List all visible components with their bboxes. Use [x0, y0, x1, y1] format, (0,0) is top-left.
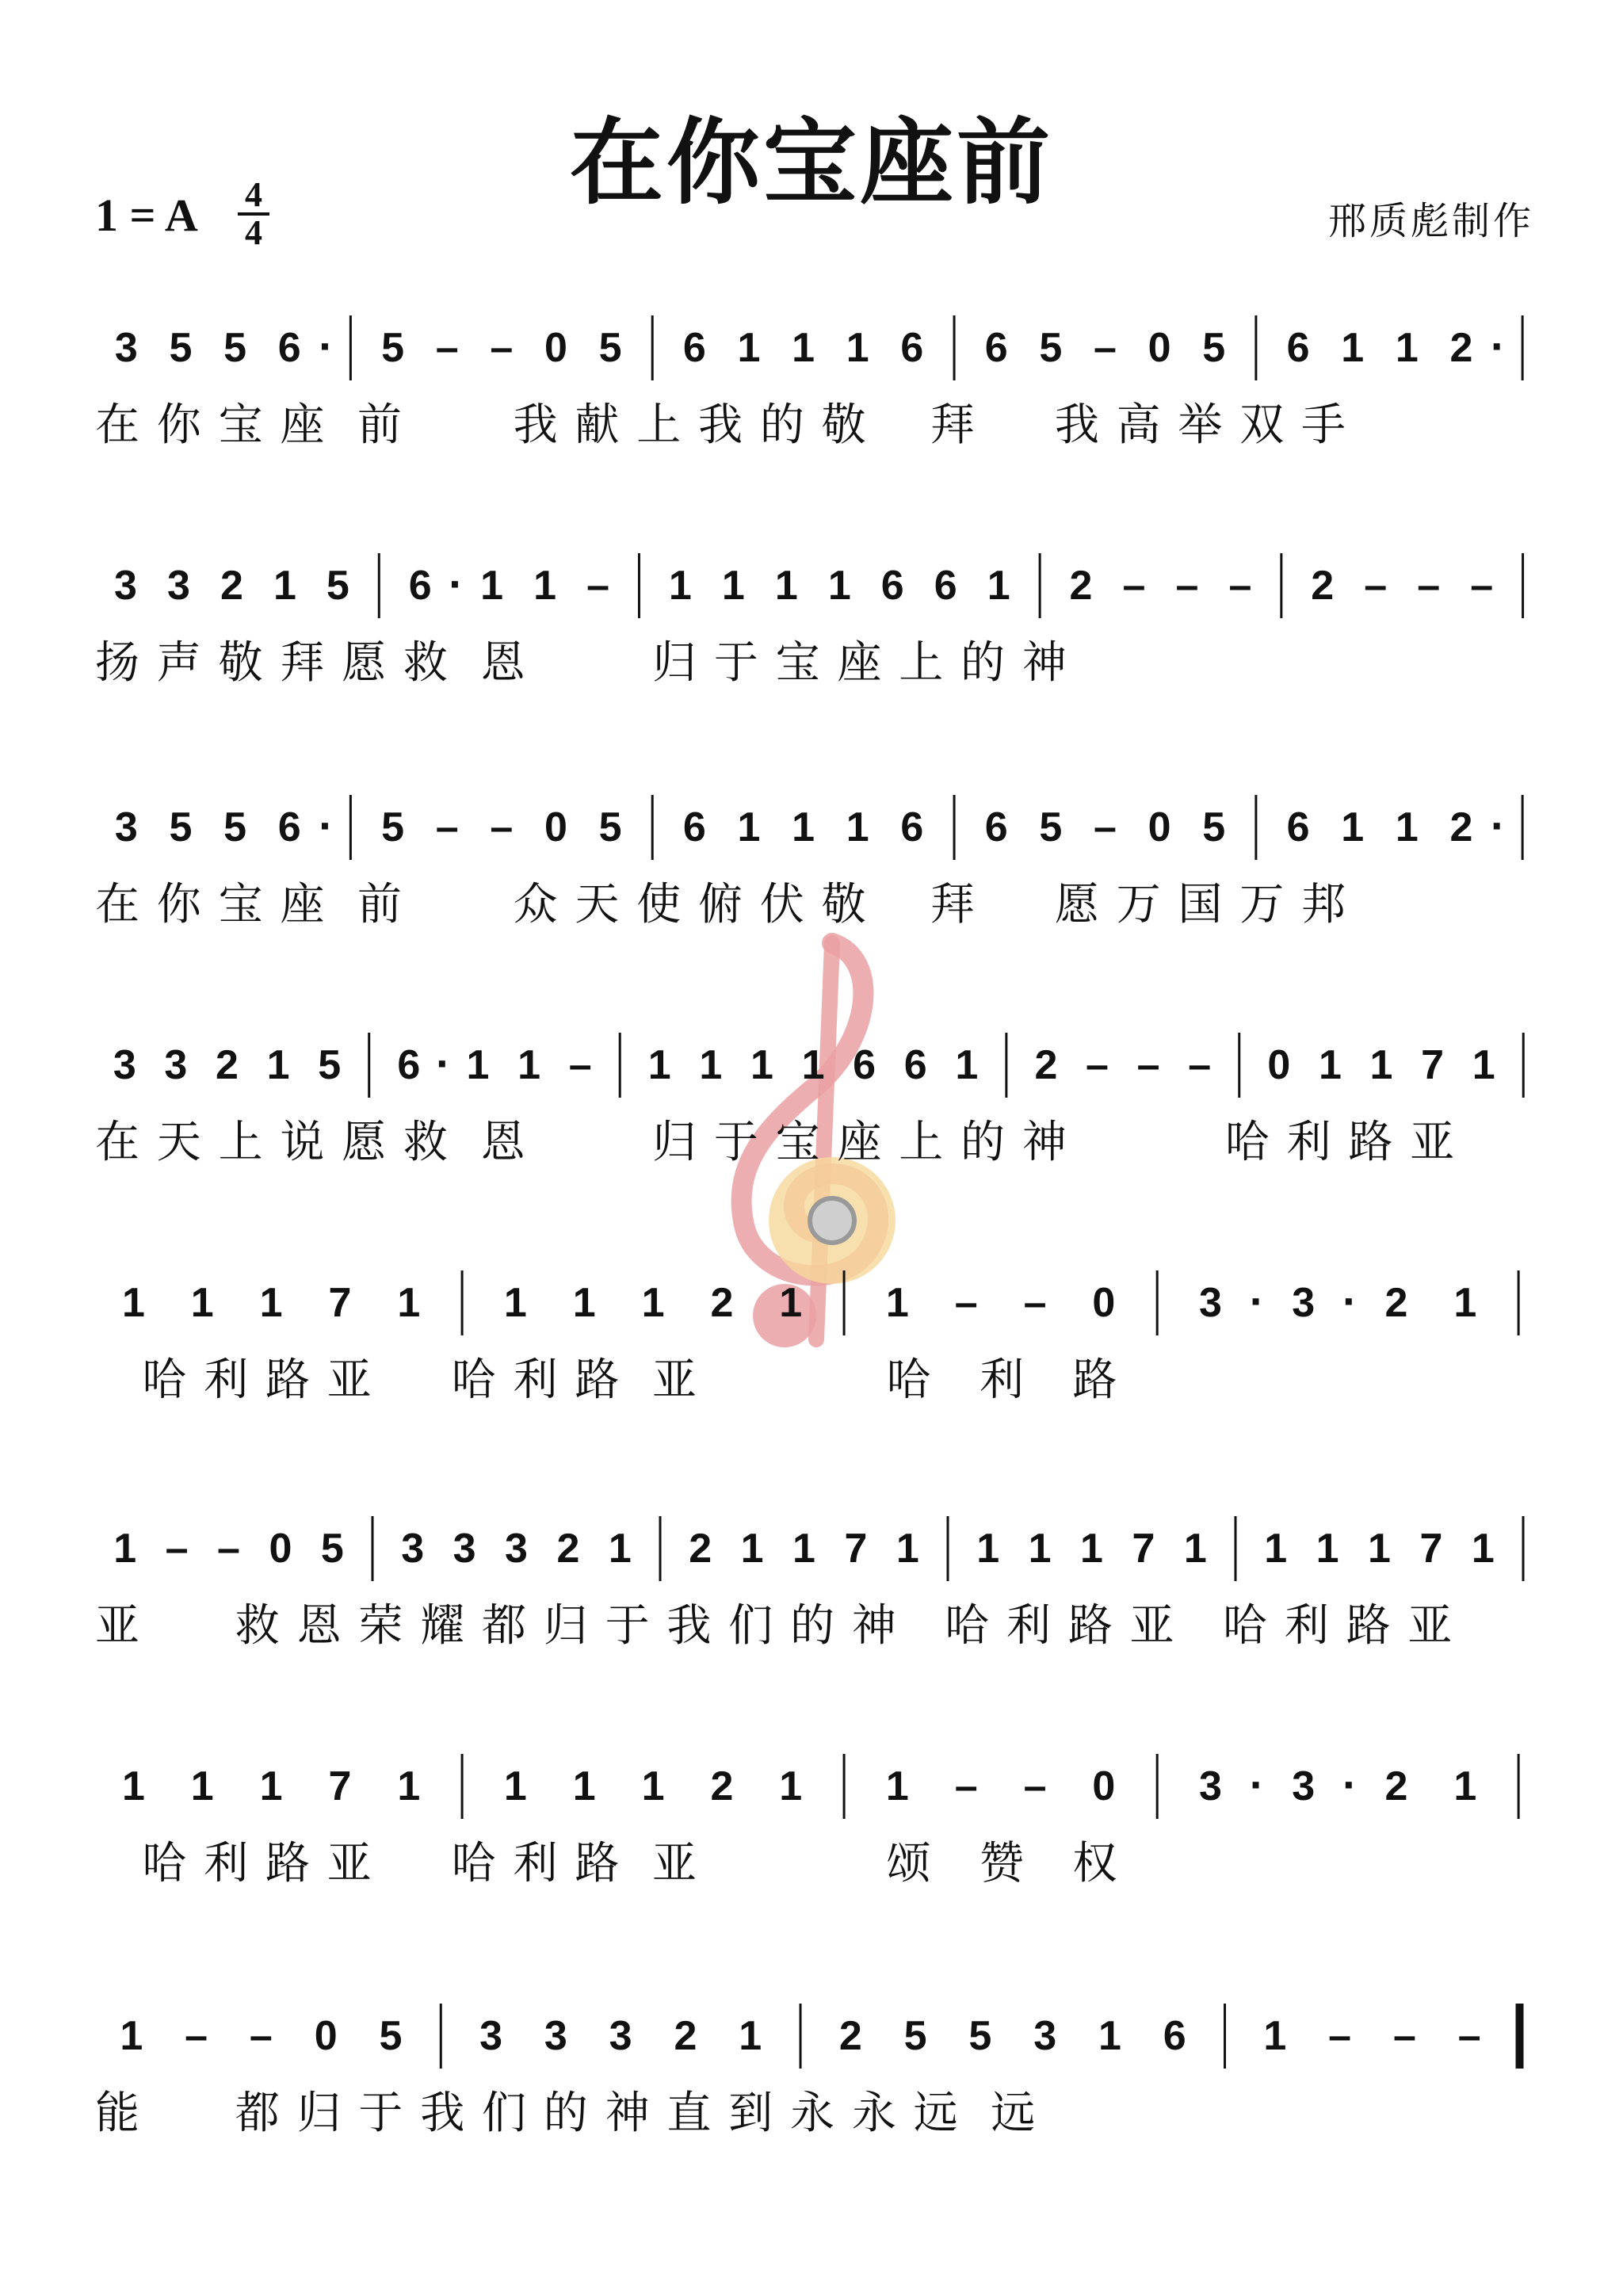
- notation-line: [0, 1989, 1623, 2076]
- note-digit: 6: [1286, 325, 1310, 371]
- note-digit: 6: [1286, 804, 1310, 850]
- note-digit: 5: [381, 804, 405, 850]
- note-digit: 2: [1311, 563, 1335, 609]
- note-digit: 1: [699, 1042, 723, 1088]
- note-digit: 1: [480, 563, 504, 609]
- note-digit: 1: [517, 1042, 541, 1088]
- note-digit: 1: [750, 1042, 773, 1088]
- line-svg: [0, 1989, 1623, 2076]
- note-digit: 7: [1419, 1526, 1443, 1572]
- note-digit: 2: [1384, 1280, 1408, 1326]
- note-digit: 1: [1395, 804, 1419, 850]
- note-digit: 1: [1316, 1526, 1339, 1572]
- note-digit: 1: [1472, 1042, 1495, 1088]
- dot-mark: ·: [319, 321, 334, 371]
- note-digit: 1: [572, 1280, 596, 1326]
- notation-line: [0, 1256, 1623, 1343]
- note-digit: 2: [689, 1526, 712, 1572]
- line-svg: [0, 1018, 1623, 1106]
- note-digit: 1: [259, 1280, 283, 1326]
- note-digit: 1: [533, 563, 557, 609]
- line-svg: [0, 301, 1623, 388]
- line-svg: [0, 539, 1623, 626]
- notation-line: [0, 781, 1623, 868]
- note-digit: 6: [397, 1042, 421, 1088]
- note-digit: 1: [737, 804, 761, 850]
- note-digit: 1: [1368, 1526, 1391, 1572]
- note-digit: 1: [846, 804, 869, 850]
- note-digit: 2: [556, 1526, 580, 1572]
- note-digit: 5: [598, 325, 622, 371]
- dash-mark: –: [1417, 563, 1441, 609]
- note-digit: 1: [976, 1526, 1000, 1572]
- note-digit: 1: [955, 1042, 979, 1088]
- line-svg: [0, 1256, 1623, 1343]
- note-digit: 3: [114, 325, 138, 371]
- dash-mark: –: [165, 1526, 189, 1572]
- note-digit: 0: [1267, 1042, 1291, 1088]
- note-digit: 5: [223, 804, 247, 850]
- note-digit: 6: [682, 325, 706, 371]
- note-digit: 3: [505, 1526, 528, 1572]
- dot-mark: ·: [436, 1038, 451, 1088]
- note-digit: 1: [896, 1526, 919, 1572]
- note-digit: 6: [277, 804, 301, 850]
- note-digit: 1: [1263, 2013, 1287, 2059]
- note-digit: 1: [608, 1526, 632, 1572]
- note-digit: 6: [934, 563, 957, 609]
- note-digit: 5: [381, 325, 405, 371]
- note-digit: 5: [968, 2013, 992, 2059]
- note-digit: 2: [710, 1280, 734, 1326]
- note-digit: 6: [1163, 2013, 1186, 2059]
- dash-mark: –: [1175, 563, 1199, 609]
- time-signature-bottom: 4: [245, 213, 262, 252]
- note-digit: 7: [1132, 1526, 1155, 1572]
- note-digit: 1: [1318, 1042, 1342, 1088]
- note-digit: 3: [1199, 1763, 1222, 1809]
- notation-line: [0, 1502, 1623, 1589]
- note-digit: 1: [801, 1042, 825, 1088]
- dash-mark: –: [1392, 2013, 1416, 2059]
- note-digit: 3: [401, 1526, 425, 1572]
- note-digit: 1: [273, 563, 296, 609]
- line-svg: [0, 781, 1623, 868]
- note-digit: 5: [169, 804, 193, 850]
- note-digit: 2: [710, 1763, 734, 1809]
- dot-mark: ·: [449, 559, 464, 609]
- note-digit: 6: [900, 325, 924, 371]
- note-digit: 1: [740, 1526, 764, 1572]
- note-digit: 2: [838, 2013, 862, 2059]
- note-digit: 1: [466, 1042, 490, 1088]
- note-digit: 7: [1421, 1042, 1445, 1088]
- note-digit: 1: [190, 1763, 214, 1809]
- note-digit: 3: [114, 563, 137, 609]
- note-digit: 5: [379, 2013, 403, 2059]
- note-digit: 2: [216, 1042, 239, 1088]
- dash-mark: –: [1122, 563, 1146, 609]
- note-digit: 0: [544, 804, 567, 850]
- dash-mark: –: [249, 2013, 273, 2059]
- note-digit: 3: [453, 1526, 476, 1572]
- note-digit: 1: [1453, 1763, 1477, 1809]
- note-digit: 1: [885, 1280, 909, 1326]
- note-digit: 3: [609, 2013, 632, 2059]
- note-digit: 0: [269, 1526, 292, 1572]
- dash-mark: –: [435, 804, 459, 850]
- note-digit: 5: [1039, 804, 1063, 850]
- note-digit: 5: [318, 1042, 342, 1088]
- note-digit: 1: [774, 563, 798, 609]
- note-digit: 5: [1202, 325, 1226, 371]
- note-digit: 2: [220, 563, 243, 609]
- arranger-credit: 邢质彪制作: [1327, 199, 1534, 243]
- dash-mark: –: [954, 1280, 978, 1326]
- note-digit: 5: [903, 2013, 927, 2059]
- time-signature-top: 4: [245, 175, 262, 214]
- note-digit: 7: [328, 1280, 352, 1326]
- note-digit: 7: [844, 1526, 868, 1572]
- dash-mark: –: [1094, 804, 1117, 850]
- line-svg: [0, 1740, 1623, 1827]
- note-digit: 1: [1341, 804, 1365, 850]
- dash-mark: –: [1228, 563, 1252, 609]
- note-digit: 3: [1292, 1763, 1316, 1809]
- notation-line: [0, 1740, 1623, 1827]
- note-digit: 3: [544, 2013, 567, 2059]
- note-digit: 1: [641, 1280, 665, 1326]
- note-digit: 5: [598, 804, 622, 850]
- note-digit: 3: [113, 1042, 136, 1088]
- note-digit: 6: [880, 563, 904, 609]
- note-digit: 3: [1199, 1280, 1222, 1326]
- note-digit: 1: [827, 563, 851, 609]
- note-digit: 1: [1341, 325, 1365, 371]
- dot-mark: ·: [1249, 1276, 1265, 1326]
- note-digit: 1: [397, 1763, 421, 1809]
- note-digit: 1: [737, 325, 761, 371]
- note-digit: 1: [792, 1526, 815, 1572]
- dot-mark: ·: [1342, 1759, 1358, 1809]
- note-digit: 6: [984, 804, 1008, 850]
- note-digit: 3: [164, 1042, 188, 1088]
- dot-mark: ·: [1490, 800, 1506, 850]
- notation-line: [0, 539, 1623, 626]
- note-digit: 6: [903, 1042, 927, 1088]
- lyrics-line: 哈 利 路 亚 哈 利 路 亚 哈 利 路: [95, 1354, 1119, 1406]
- lyrics-line: 在 你 宝 座 前 众 天 使 俯 伏 敬 拜 愿 万 国 万 邦: [95, 879, 1348, 930]
- note-digit: 5: [1039, 325, 1063, 371]
- note-digit: 7: [328, 1763, 352, 1809]
- note-digit: 1: [1080, 1526, 1103, 1572]
- note-digit: 6: [408, 563, 432, 609]
- dash-mark: –: [1188, 1042, 1212, 1088]
- dash-mark: –: [1094, 325, 1117, 371]
- dash-mark: –: [1023, 1280, 1047, 1326]
- note-digit: 1: [1369, 1042, 1393, 1088]
- note-digit: 3: [114, 804, 138, 850]
- dash-mark: –: [1457, 2013, 1481, 2059]
- dash-mark: –: [1136, 1042, 1160, 1088]
- note-digit: 6: [853, 1042, 876, 1088]
- note-digit: 0: [1092, 1763, 1116, 1809]
- note-digit: 1: [1264, 1526, 1288, 1572]
- note-digit: 1: [1183, 1526, 1207, 1572]
- lyrics-line: 在 你 宝 座 前 我 献 上 我 的 敬 拜 我 高 举 双 手: [95, 399, 1348, 451]
- note-digit: 1: [721, 563, 745, 609]
- dash-mark: –: [490, 325, 514, 371]
- note-digit: 1: [1028, 1526, 1052, 1572]
- dash-mark: –: [954, 1763, 978, 1809]
- note-digit: 1: [121, 1280, 145, 1326]
- note-digit: 0: [544, 325, 567, 371]
- note-digit: 1: [503, 1280, 527, 1326]
- lyrics-line: 扬 声 敬 拜 愿 救 恩 归 于 宝 座 上 的 神: [95, 637, 1068, 689]
- note-digit: 3: [167, 563, 190, 609]
- note-digit: 1: [259, 1763, 283, 1809]
- note-digit: 5: [326, 563, 349, 609]
- key-signature: 1 = A: [95, 189, 198, 241]
- note-digit: 1: [121, 1763, 145, 1809]
- note-digit: 3: [1292, 1280, 1316, 1326]
- note-digit: 0: [1092, 1280, 1116, 1326]
- dash-mark: –: [1470, 563, 1494, 609]
- note-digit: 0: [1148, 804, 1171, 850]
- line-svg: [0, 1502, 1623, 1589]
- note-digit: 1: [503, 1763, 527, 1809]
- note-digit: 6: [900, 804, 924, 850]
- dash-mark: –: [185, 2013, 208, 2059]
- dash-mark: –: [586, 563, 610, 609]
- dash-mark: –: [490, 804, 514, 850]
- note-digit: 6: [277, 325, 301, 371]
- note-digit: 1: [987, 563, 1010, 609]
- dash-mark: –: [217, 1526, 240, 1572]
- note-digit: 1: [113, 1526, 137, 1572]
- lyrics-line: 能 都 归 于 我 们 的 神 直 到 永 永 远 远: [95, 2088, 1037, 2139]
- note-digit: 1: [779, 1280, 803, 1326]
- dash-mark: –: [568, 1042, 592, 1088]
- dash-mark: –: [1086, 1042, 1109, 1088]
- note-digit: 2: [1034, 1042, 1058, 1088]
- dot-mark: ·: [319, 800, 334, 850]
- notation-line: [0, 1018, 1623, 1106]
- time-signature: [238, 175, 269, 252]
- note-digit: 2: [1449, 325, 1473, 371]
- note-digit: 2: [1069, 563, 1093, 609]
- dash-mark: –: [1364, 563, 1388, 609]
- note-digit: 2: [674, 2013, 697, 2059]
- note-digit: 1: [1395, 325, 1419, 371]
- note-digit: 5: [223, 325, 247, 371]
- dot-mark: ·: [1342, 1276, 1358, 1326]
- note-digit: 1: [641, 1763, 665, 1809]
- note-digit: 1: [190, 1280, 214, 1326]
- note-digit: 1: [779, 1763, 803, 1809]
- note-digit: 3: [1033, 2013, 1057, 2059]
- note-digit: 1: [792, 804, 815, 850]
- note-digit: 1: [739, 2013, 762, 2059]
- dash-mark: –: [1023, 1763, 1047, 1809]
- note-digit: 1: [1453, 1280, 1477, 1326]
- note-digit: 5: [1202, 804, 1226, 850]
- note-digit: 1: [120, 2013, 143, 2059]
- note-digit: 1: [397, 1280, 421, 1326]
- dot-mark: ·: [1490, 321, 1506, 371]
- dash-mark: –: [435, 325, 459, 371]
- note-digit: 1: [647, 1042, 671, 1088]
- song-title: 在你宝座前: [569, 107, 1053, 217]
- note-digit: 0: [1148, 325, 1171, 371]
- note-digit: 1: [792, 325, 815, 371]
- note-digit: 6: [984, 325, 1008, 371]
- note-digit: 2: [1449, 804, 1473, 850]
- note-digit: 0: [314, 2013, 338, 2059]
- note-digit: 1: [572, 1763, 596, 1809]
- lyrics-line: 亚 救 恩 荣 耀 都 归 于 我 们 的 神 哈 利 路 亚 哈 利 路 亚: [95, 1600, 1454, 1652]
- note-digit: 5: [169, 325, 193, 371]
- lyrics-line: 在 天 上 说 愿 救 恩 归 于 宝 座 上 的 神 哈 利 路 亚: [95, 1117, 1457, 1168]
- note-digit: 5: [320, 1526, 344, 1572]
- note-digit: 1: [1098, 2013, 1121, 2059]
- note-digit: 1: [846, 325, 869, 371]
- note-digit: 2: [1384, 1763, 1408, 1809]
- note-digit: 3: [479, 2013, 503, 2059]
- dot-mark: ·: [1249, 1759, 1265, 1809]
- note-digit: 1: [266, 1042, 290, 1088]
- note-digit: 1: [1471, 1526, 1495, 1572]
- note-digit: 1: [885, 1763, 909, 1809]
- note-digit: 6: [682, 804, 706, 850]
- dash-mark: –: [1328, 2013, 1352, 2059]
- notation-line: [0, 301, 1623, 388]
- lyrics-line: 哈 利 路 亚 哈 利 路 亚 颂 赞 权: [95, 1838, 1119, 1889]
- note-digit: 1: [668, 563, 692, 609]
